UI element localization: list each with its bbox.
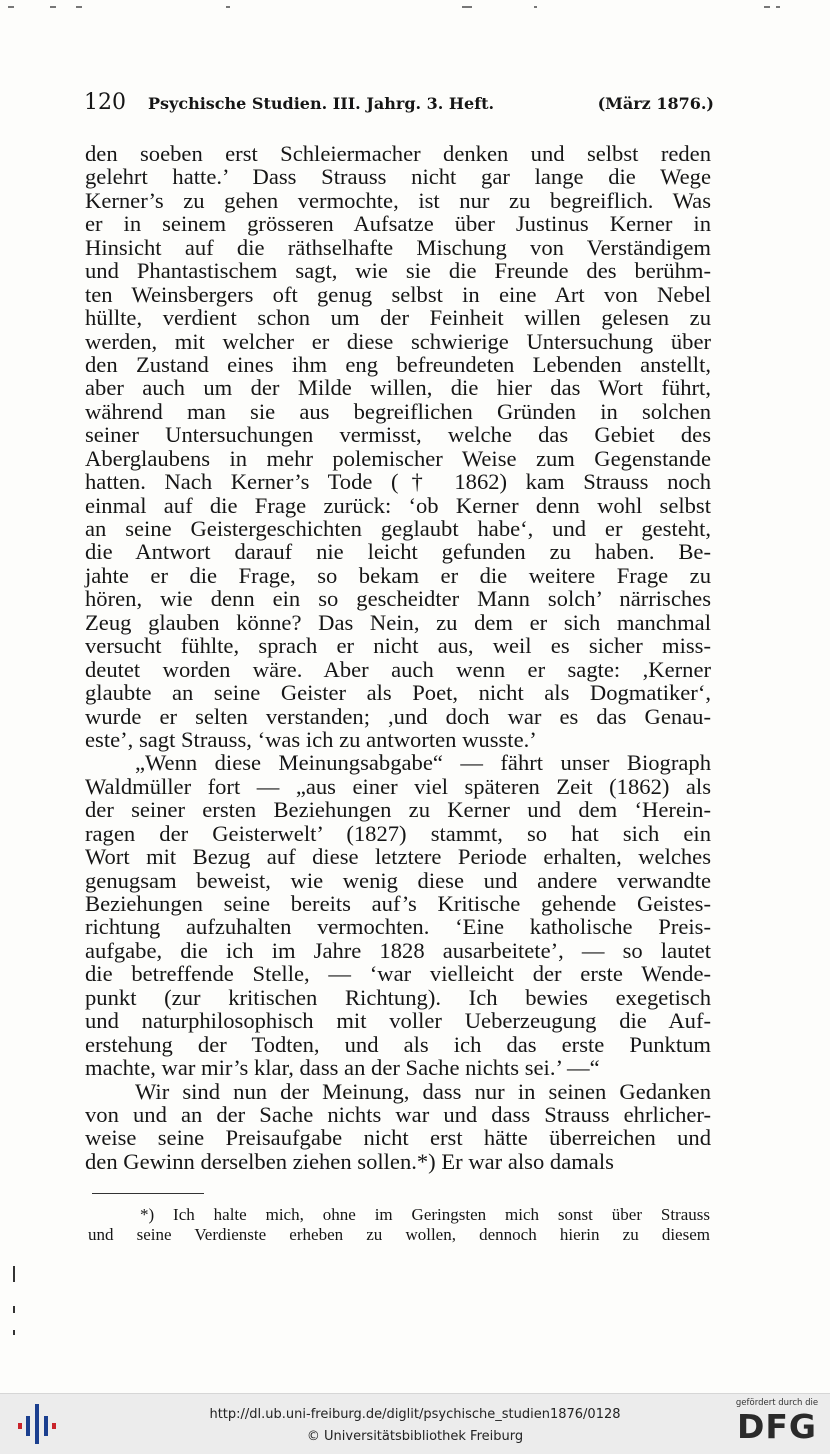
text-line: versucht fühlte, sprach er nicht aus, weil es sicher miss-	[85, 633, 711, 659]
page-number: 120	[84, 90, 126, 115]
text-line: den soeben erst Schleiermacher denken und selbst reden	[85, 141, 711, 166]
footnote-rule	[92, 1193, 204, 1194]
text-line: den Gewinn derselben ziehen sollen.*) Er war also damals	[85, 1148, 614, 1174]
text-line: von und an der Sache nichts war und dass Strauss ehrlicher-	[85, 1101, 711, 1127]
footnote-line: *) Ich halte mich, ohne im Geringsten mich sonst über Strauss	[140, 1205, 710, 1224]
text-line: „Wenn diese Meinungsabgabe“ — fährt unser Biograph	[135, 750, 711, 776]
text-line: Zeug glauben könne? Das Nein, zu dem er sich manchmal	[85, 609, 711, 635]
dfg-caption: gefördert durch die	[735, 1398, 819, 1408]
text-line: werden, mit welcher er diese schwierige Untersuchung über	[85, 328, 711, 354]
viewer-footer	[0, 1393, 830, 1454]
page-header	[84, 90, 714, 120]
page-url[interactable]: http://dl.ub.uni-freiburg.de/diglit/psychische_studien1876/0128	[209, 1407, 621, 1422]
text-line: aufgabe, die ich im Jahre 1828 ausarbeitete’, — so lautet	[85, 937, 711, 963]
text-line: Beziehungen seine bereits auf’s Kritische gehende Geistes-	[85, 891, 711, 916]
scan-edge-marks	[0, 0, 830, 20]
text-line: hatten. Nach Kerner’s Tode († 1862) kam Strauss noch	[85, 469, 711, 495]
text-line: gelehrt hatte.’ Dass Strauss nicht gar lange die Wege	[85, 164, 711, 190]
text-line: Wir sind nun der Meinung, dass nur in seinen Gedanken	[135, 1078, 711, 1104]
text-line: und naturphilosophisch mit voller Ueberzeugung die Auf-	[85, 1008, 711, 1034]
text-line: einmal auf die Frage zurück: ‘ob Kerner denn wohl selbst	[85, 492, 711, 518]
text-line: wurde er selten verstanden; ,und doch war es das Genau-	[85, 703, 711, 729]
text-line: erstehung der Todten, und als ich das erste Punktum	[85, 1031, 711, 1057]
copyright-notice: © Universitätsbibliothek Freiburg	[306, 1429, 524, 1444]
body-text	[85, 142, 711, 1173]
text-line: Kerner’s zu gehen vermochte, ist nur zu begreiflich. Was	[85, 187, 711, 213]
text-line: este’, sagt Strauss, ‘was ich zu antworten wusste.’	[85, 726, 537, 752]
text-line: weise seine Preisaufgabe nicht erst hätte überreichen und	[85, 1125, 711, 1151]
text-line: richtung aufzuhalten vermochten. ‘Eine katholische Preis-	[85, 914, 711, 940]
text-line: Wort mit Bezug auf diese letztere Periode erhalten, welches	[85, 844, 711, 870]
running-title: Psychische Studien. III. Jahrg. 3. Heft.	[148, 94, 495, 113]
text-line: ragen der Geisterwelt’ (1827) stammt, so hat sich ein	[85, 820, 711, 846]
text-line: Waldmüller fort — „aus einer viel späteren Zeit (1862) als	[85, 773, 711, 799]
text-line: während man sie aus begreiflichen Gründen in solchen	[85, 398, 711, 424]
issue-date: (März 1876.)	[597, 94, 714, 113]
text-line: die betreffende Stelle, — ‘war vielleicht der erste Wende-	[85, 961, 711, 987]
text-line: Aberglaubens in mehr polemischer Weise zum Gegenstande	[85, 445, 711, 471]
text-line: punkt (zur kritischen Richtung). Ich bewies exegetisch	[85, 984, 711, 1010]
text-line: hüllte, verdient schon um der Feinheit willen gelesen zu	[85, 305, 711, 331]
text-line: glaubte an seine Geister als Poet, nicht als Dogmatiker‘,	[85, 680, 711, 706]
text-line: aber auch um der Milde willen, die hier das Wort führt,	[85, 375, 711, 401]
text-line: er in seinem grösseren Aufsatze über Justinus Kerner in	[85, 211, 711, 237]
text-line: an seine Geistergeschichten geglaubt habe‘, und er gesteht,	[85, 516, 711, 541]
text-line: jahte er die Frage, so bekam er die weitere Frage zu	[85, 562, 711, 588]
text-line: den Zustand eines ihm eng befreundeten Lebenden anstellt,	[85, 351, 711, 377]
text-line: hören, wie denn ein so gescheidter Mann solch’ närrisches	[85, 586, 711, 612]
dfg-logo: DFG	[736, 1407, 818, 1446]
text-line: der seiner ersten Beziehungen zu Kerner und dem ‘Herein-	[85, 797, 711, 823]
text-line: die Antwort darauf nie leicht gefunden zu haben. Be-	[85, 539, 711, 565]
text-line: seiner Untersuchungen vermisst, welche das Gebiet des	[85, 422, 711, 448]
footnote-line: und seine Verdienste erheben zu wollen, dennoch hierin zu diesem	[88, 1225, 710, 1244]
footnote	[88, 1205, 710, 1245]
text-line: machte, war mir’s klar, dass an der Sache nichts sei.’ —“	[85, 1055, 600, 1081]
text-line: ten Weinsbergers oft genug selbst in eine Art von Nebel	[85, 281, 711, 307]
text-line: genugsam beweist, wie wenig diese und andere verwandte	[85, 867, 711, 893]
dfg-badge	[732, 1398, 822, 1450]
text-line: deutet worden wäre. Aber auch wenn er sagte: ,Kerner	[85, 656, 711, 682]
text-line: Hinsicht auf die räthselhafte Mischung von Verständigem	[85, 234, 711, 260]
text-line: und Phantastischem sagt, wie sie die Freunde des berühm-	[85, 258, 711, 284]
